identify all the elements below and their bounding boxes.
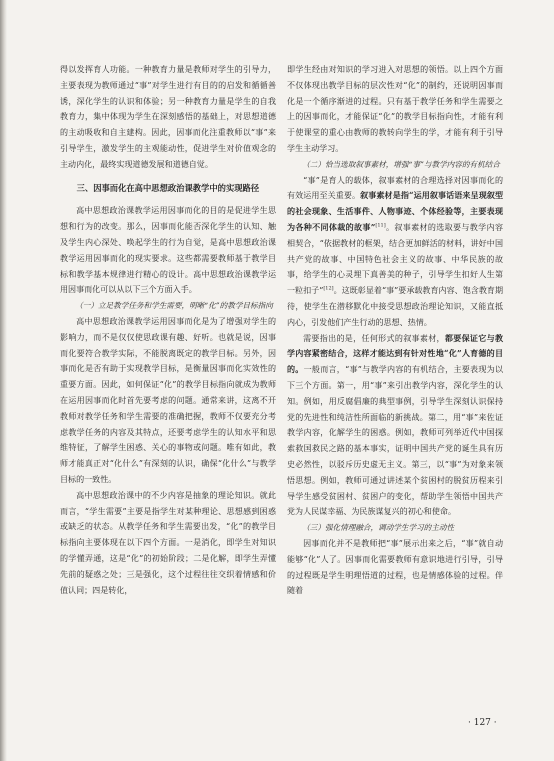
paragraph: 高中思想政治课教学运用因事而化是为了增强对学生的影响力，而不是仅仅使思政课有趣、好听。也就是说，因事而化要符合教学实际，不能脱离既定的教学目标。另外，因事而化是否有助于实现教学目标，是衡量因事而化实效性的重要方面。因此，如何保证“化”的教学目标指向就成为教师在运用因事而化时首先要考虑的问题。通常来讲，这离不开教师对教学任务和学生需要的准确把握，教师不仅要充分考虑教学任务的内容及其特点，还要考虑学生的认知水平和思维特征，了解学生困惑、关心的事物或问题。唯有如此，教师才能真正对“化什么”有深刻的认识，确保“化什么”与教学目标的一致性。 (60, 316, 276, 484)
paragraph: 即学生经由对知识的学习进入对思想的领悟。以上四个方面不仅体现出教学目标的层次性对“化”的制约，还说明因事而化是一个循序渐进的过程。只有基于教学任务和学生需要之上的因事而化，才能保证“化”的教学目标指向性，才能有利于使课堂的重心由教师的教转向学生的学，才能有利于引导学生主动学习。 (287, 65, 503, 153)
subsection-heading: （二）恰当选取叙事素材，增强“事”与教学内容的有机结合 (302, 159, 500, 169)
page-binding-shadow (0, 0, 7, 761)
text-run: 。叙事素材的选取要与教学内容相契合，“依据教材的框架，结合更加鲜活的材料，讲好中国共产党的故事、中国特色社会主义的故事、中华民族的故事，给学生的心灵埋下真善美的种子，引导学生扣好人生第一粒扣子” (287, 222, 503, 296)
text-run: “事”是育人的载体，叙事素材的合理选择对因事而化的有效运用至关重要。 (287, 175, 503, 201)
text-run: 一般而言，“事”与教学内容的有机结合，主要表现为以下三个方面。第一，用“事”来引出教学内容，深化学生的认知。例如，用反腐倡廉的典型事例，引导学生深刻认识保持党的先进性和纯洁性所面临的新挑战。第二，用“事”来佐证教学内容，化解学生的困惑。例如，教师可列举近代中国探索救国救民之路的基本事实，证明中国共产党的诞生具有历史必然性，以驳斥历史虚无主义。第三，以“事”为对象来领悟思想。例如，教师可通过讲述某个贫困村的脱贫历程来引导学生感受贫困村、贫困户的变化，帮助学生领悟中国共产党为人民谋幸福、为民族谋复兴的初心和使命。 (287, 365, 504, 517)
subsection-heading: （三）强化情理融合，调动学生学习的主动性 (302, 523, 455, 533)
section-heading: 三、因事而化在高中思想政治课教学中的实现路径 (76, 182, 260, 193)
paragraph: 得以发挥育人功能。一种教育力量是教师对学生的引导力，主要表现为教师通过“事”对学生进行有目的的启发和循循善诱，深化学生的认识和体验；另一种教育力量是学生的自我教育力，集中体现为学生在深刻感悟的基础上，对思想道德的主动吸收和自主建构。因此，因事而化注重教师以“事”来引导学生，激发学生的主观能动性，促进学生对价值观念的主动内化，最终实现道德发展和道德自觉。 (60, 65, 276, 169)
paragraph: 高中思想政治课教学运用因事而化的目的是促进学生思想和行为的改变。那么，因事而化能否深化学生的认知、触及学生内心深处、唤起学生的行为自觉，是高中思想政治课教学运用因事而化的现实要求。这些都需要教师基于教学目标和教学基本规律进行精心的设计。高中思想政治课教学运用因事而化可以从以下三个方面入手。 (60, 206, 276, 295)
subsection-heading: （一）立足教学任务和学生需要，明晰“化”的教学目标指向 (75, 301, 273, 311)
emphasized-text: 都要保证它与教学内容紧密结合，这样才能达到有针对性地“化”人育德的目的。 (287, 332, 504, 375)
page-number: · 127 · (468, 718, 497, 728)
paragraph (287, 173, 503, 331)
text-run: 。这既彰显着“事”要承载教育内容、饱含教育期待，使学生在潜移默化中接受思想政治理论知识，又能直抵内心，引发他们产生行动的思想、热情。 (287, 286, 503, 327)
citation-ref: [11] (375, 222, 386, 229)
paragraph: 高中思想政治课中的不少内容是抽象的理论知识。就此而言，“学生需要”主要是指学生对某种理论、思想感到困惑或缺乏的状态。从教学任务和学生需要出发，“化”的教学目标指向主要体现在以下四个方面。一是消化，即学生对知识的学懂弄通，这是“化”的初始阶段；二是化解，即学生弄懂先前的疑惑之处；三是强化，这个过程往往交织着情感和价值认同；四是转化， (60, 490, 276, 595)
emphasized-text: 叙事素材是指“运用叙事话语来呈现叙型的社会现象、生活事件、人物事迹、个体经验等，主要表现为各种不同体裁的故事” (287, 190, 503, 232)
paragraph: 因事而化并不是教师把“事”展示出来之后，“事”就自动能够“化”人了。因事而化需要教师有意识地进行引导，引导的过程既是学生明理悟道的过程，也是情感体验的过程。伴随着 (287, 538, 503, 596)
citation-ref: [12] (323, 285, 334, 292)
paragraph (287, 331, 503, 521)
right-column (287, 62, 503, 599)
text-run: 需要指出的是，任何形式的叙事素材， (303, 333, 445, 343)
left-column (60, 62, 276, 598)
